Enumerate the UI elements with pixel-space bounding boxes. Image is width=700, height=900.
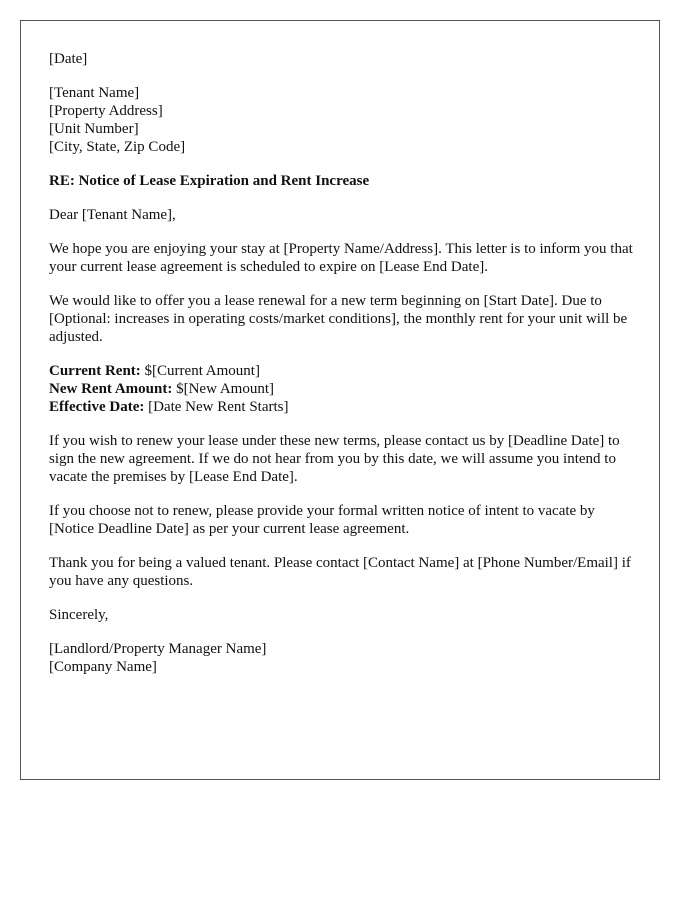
paragraph-renewal-deadline: If you wish to renew your lease under these new terms, please contact us by [Deadline Date] to sign the new agreement. If we do not hear from you by this date, we will assume you intend to vacate the premises by [Lease End Date]. [49,433,620,485]
recipient-property-address: [Property Address] [49,103,163,119]
effective-date-row [49,398,641,416]
current-rent-value: $[Current Amount] [140,363,260,379]
new-rent-label: New Rent Amount: [49,381,173,397]
closing: Sincerely, [49,607,109,623]
salutation: Dear [Tenant Name], [49,207,176,223]
paragraph-notice-to-vacate: If you choose not to renew, please provide your formal written notice of intent to vacate by [Notice Deadline Date] as per your current lease agreement. [49,503,595,537]
letter-date: [Date] [49,51,88,67]
new-rent-row [49,380,641,398]
signature-company: [Company Name] [49,659,157,675]
paragraph-renewal-offer: We would like to offer you a lease renewal for a new term beginning on [Start Date]. Due to [Optional: increases in operating costs/market conditions], the monthly rent for your unit will be adjusted. [49,293,628,345]
effective-date-value: [Date New Rent Starts] [144,399,289,415]
rent-details-block [49,362,641,416]
recipient-name: [Tenant Name] [49,85,140,101]
signature-block [49,640,641,676]
current-rent-row [49,362,641,380]
letter-body [49,50,641,692]
paragraph-thank-you: Thank you for being a valued tenant. Please contact [Contact Name] at [Phone Number/Email] if you have any questions. [49,555,631,589]
recipient-city-state-zip: [City, State, Zip Code] [49,139,186,155]
recipient-unit-number: [Unit Number] [49,121,139,137]
recipient-address-block [49,84,641,156]
effective-date-label: Effective Date: [49,399,145,415]
current-rent-label: Current Rent: [49,363,141,379]
new-rent-value: $[New Amount] [172,381,274,397]
subject-line: RE: Notice of Lease Expiration and Rent Increase [49,173,370,189]
letter-page [20,20,660,780]
date-line [49,50,641,68]
paragraph-lease-expiration: We hope you are enjoying your stay at [Property Name/Address]. This letter is to inform you that your current lease agreement is scheduled to expire on [Lease End Date]. [49,241,633,275]
signature-name: [Landlord/Property Manager Name] [49,641,267,657]
